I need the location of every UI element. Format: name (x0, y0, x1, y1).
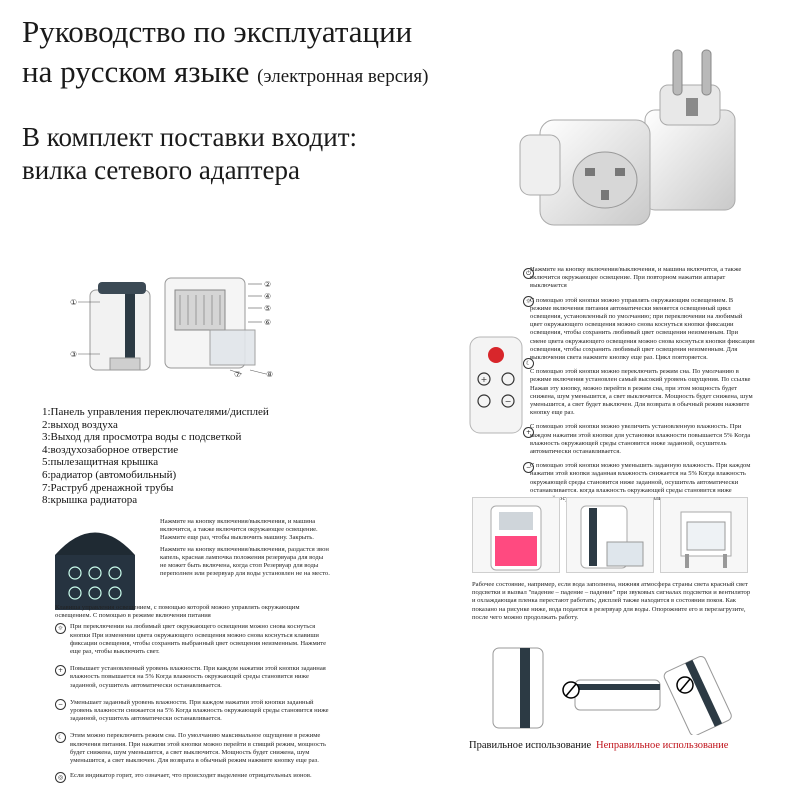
callout-1: ① (70, 298, 78, 307)
legend-item: 1:Панель управления переключателями/дисплей (42, 406, 269, 418)
light-icon: ☼ (55, 623, 66, 634)
manual-title-language: на русском языке (22, 54, 250, 89)
correct-usage-label: Правильное использование (469, 740, 592, 751)
working-state-text: Рабочее состояние, например, если вода заполнена, нижняя атмосфера страны света красный свет подсветки и вызвал "падение – падение – падение" при звуковых сигналах подсветки и вентилятор и охлаждающая пленка перестают работать; дисплей также находится в состоянии покоя. Как показано на рисунке ниже, вода подается в резервуар для воды. Опорожните его и перезагрузите, после чего можно продолжать работу. (472, 581, 751, 621)
minus-icon: − (523, 462, 534, 473)
callout-5: ⑤ (264, 304, 272, 313)
plus-icon: + (523, 427, 534, 438)
adapter-plug-photo (510, 40, 780, 230)
callout-7: ⑦ (234, 370, 242, 379)
remote-control-image (466, 335, 526, 435)
remote-power-text: Нажмите на кнопку включения/выключения, и машина включится, а также включится окружающее освещение. При повторном нажатии аппарат выключается (530, 266, 742, 290)
callout-2: ② (264, 280, 272, 289)
power-icon: ⏻ (523, 268, 534, 279)
photo-remove-water-tank (566, 497, 654, 573)
plus-icon: + (55, 665, 66, 676)
panel-item: ☼ При переключении на любимый цвет окружающего освещения можно снова коснуться кнопки При изменении цвета окружающего освещения можно снова коснуться клавиши фиксации освещения, чтобы сохранить выбранный цвет освещения неизменным. Нажмите еще раз, чтобы выключить свет. (55, 623, 330, 659)
panel-top-instructions (160, 518, 330, 581)
minus-icon: − (55, 699, 66, 710)
manual-title-line1: Руководство по эксплуатации (22, 14, 413, 49)
panel-tank-text: Нажмите на кнопку включения/выключения, раздастся звон капель, красная лампочка положения резервуара для воды не может быть включена, когда стоп Резервуар для воды переполнен или резервуар для воды установлен не на место. (160, 545, 330, 578)
sleep-icon: ☾ (55, 732, 66, 743)
diagram-callouts (70, 270, 280, 380)
package-contents-line2: вилка сетевого адаптера (22, 155, 300, 185)
remote-sleep-text: С помощью этой кнопки можно переключить режим сна. По умолчанию в режиме включения установлен самый высокий уровень ощущения. По ссылке Нажав эту кнопку, можно перейти в режим сна, при этом мощность будет снижена, шум уменьшится, а свет выключится. Мощность будет снижена, шум уменьшится, а свет будет выключен. Для возврата в обычный режим нажмите кнопку еще раз. (530, 368, 753, 417)
usage-illustration (475, 640, 755, 735)
remote-humidity-down-text: С помощью этой кнопки можно уменьшить заданную влажность. При каждом нажатии этой кнопки заданная влажность снижается на 5% Когда влажность окружающей среды становится ниже заданной, осушитель автоматически останавливается. когда влажность окружающей среды становится ниже останавливается. (530, 462, 751, 503)
legend-item: 2:выход воздуха (42, 418, 118, 431)
svg-text:−: − (504, 397, 512, 406)
control-panel-image (45, 515, 145, 610)
panel-item: ◎ Если индикатор горит, это означает, что происходит выделение отрицательных ионов. (55, 772, 330, 783)
callout-4: ④ (264, 292, 272, 301)
components-legend (42, 406, 269, 507)
callout-6: ⑥ (264, 318, 272, 327)
panel-instructions (55, 604, 330, 783)
ion-icon: ◎ (55, 772, 66, 783)
photo-empty-water-tank (660, 497, 748, 573)
legend-item: 7:Раструб дренажной трубы (42, 481, 174, 494)
panel-power-text: Нажмите на кнопку включения/выключения, и машина включится, а также включится окружающее освещение. Нажмите еще раз, чтобы выключить машину. Закрыть. (160, 518, 318, 542)
legend-item: 3:Выход для просмотра воды с подсветкой (42, 431, 242, 444)
legend-item: 5:пылезащитная крышка (42, 456, 159, 469)
callout-3: ③ (70, 350, 78, 359)
remote-light-text: С помощью этой кнопки можно управлять окружающим освещением. В режиме включения питания автоматически меняется освещенный цикл освещения, установленный по умолчанию; при переключении на любимый цвет окружающего освещения можно снова коснуться кнопки фиксации освещения, чтобы сохранить любимый цвет освещения неизменным. При смене цвета окружающего освещения можно снова коснуться кнопки фиксации освещения, чтобы сохранить любимый цвет освещения неизменным. Для выключения света нажмите кнопку еще раз. Цикл повторяется. (530, 296, 755, 362)
legend-item: 6:радиатор (автомобильный) (42, 468, 177, 481)
sleep-icon: ☾ (523, 358, 534, 369)
manual-title-line2 (22, 54, 428, 95)
panel-item: − Уменьшает заданный уровень влажности. При каждом нажатии этой кнопки заданный уровень влажности снижается на 5% Когда влажность окружающей среды становится ниже заданной, осушитель автоматически останавливается. (55, 699, 330, 727)
remote-humidity-up-text: С помощью этой кнопки можно увеличить установленную влажность. При каждом нажатии этой кнопки для установки влажности повышается 5% Когда влажность окружающей среды становится ниже заданной, осушитель автоматически останавливается. (530, 423, 751, 456)
manual-title-note: (электронная версия) (257, 66, 429, 87)
panel-item: ☾ Этим можно переключить режим сна. По умолчанию максимальное ощущение в режиме включения питания. При нажатии этой кнопки можно перейти в спящий режим, мощность будет снижена, шум уменьшится, а свет выключится. Мощность будет снижена, шум уменьшится, а свет выключен. Для возврата в обычный режим нажмите кнопку еще раз. (55, 732, 330, 768)
legend-item: 8:крышка радиатора (42, 494, 138, 507)
light-icon: ☼ (523, 296, 534, 307)
remote-instructions (530, 266, 756, 506)
panel-item: + Повышает установленный уровень влажности. При каждом нажатии этой кнопки заданная влажность повышается на 5% Когда влажность окружающей среды становится ниже заданной, осушитель автоматически останавливается. (55, 665, 330, 693)
svg-text:+: + (480, 375, 488, 384)
callout-8: ⑧ (266, 370, 274, 379)
legend-item: 4:воздухозаборное отверстие (42, 443, 179, 456)
package-contents-line1: В комплект поставки входит: (22, 122, 358, 152)
panel-intro-text: Клавиша управления освещением, с помощью которой можно управлять окружающим освещением. С помощью в режиме включения питания (55, 604, 300, 620)
photo-water-full-red-light (472, 497, 560, 573)
incorrect-usage-label: Неправильное использование (596, 740, 729, 751)
